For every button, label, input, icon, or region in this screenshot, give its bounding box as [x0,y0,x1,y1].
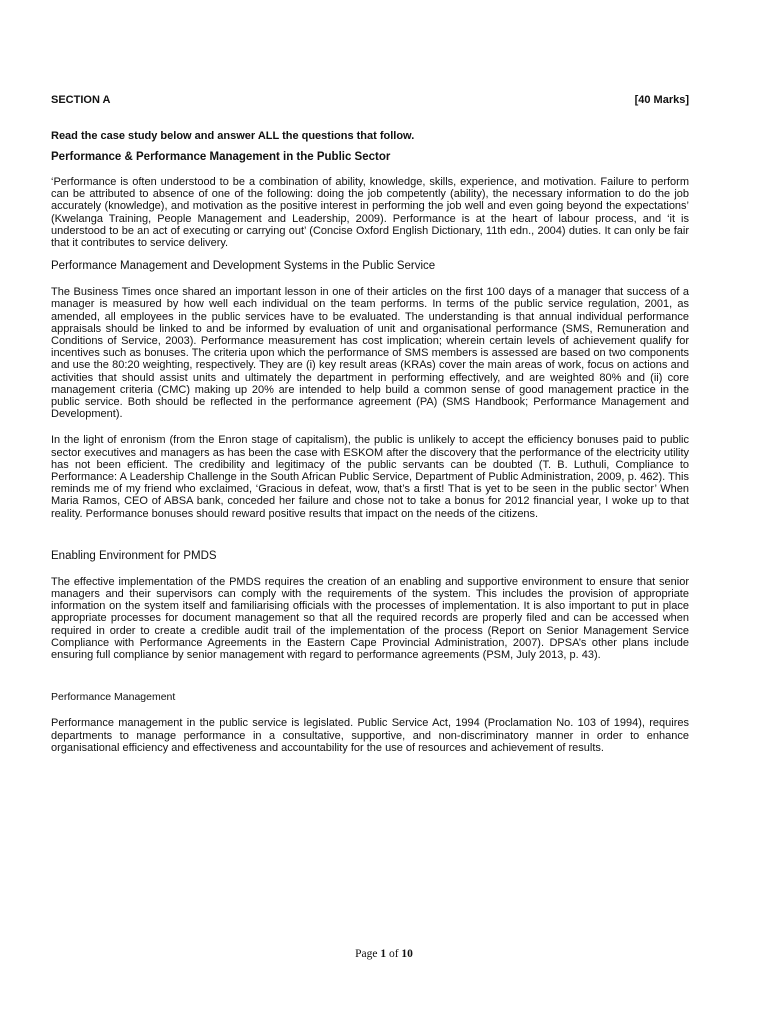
section-header [51,94,689,106]
intro-paragraph: ‘Performance is often understood to be a combination of ability, knowledge, skills, experience, and motivation. Failure to perform can be attributed to absence of one of the following: doing the job competently (ability), the necessary information to do the job accurately (knowledge), and motivation as the positive interest in performing the job well and even going beyond the expectations’ (Kwelanga Training, People Management and Leadership, 2009). Performance is at the heart of labour process, and ‘it is understood to be an act of executing or carrying out’ (Concise Oxford English Dictionary, 11th edn., 2004) duties. It can only be fair that it contributes to service delivery. [51,176,689,250]
section-title: SECTION A [51,94,111,106]
enabling-environment-paragraph: The effective implementation of the PMDS requires the creation of an enabling and supportive environment to ensure that senior managers and their supervisors can comply with the requirements of the system. This includes the provision of appropriate information on the system itself and familiarising officials with the processes of implementation. It is also important to put in place appropriate processes for document management so that all the required records are properly filed and can be accessed when required in order to create a credible audit trail of the implementation of the process (Report on Senior Management Service Compliance with Performance Agreements in the Eastern Cape Provincial Administration, 2007). DPSA’s other plans include ensuring full compliance by senior management with regard to performance agreements (PSM, July 2013, p. 43). [51,575,689,662]
enronism-paragraph: In the light of enronism (from the Enron stage of capitalism), the public is unlikely to accept the efficiency bonuses paid to public sector executives and managers as has been the case with ESKOM after the discovery that the performance of the electricity utility has not been efficient. The credibility and legitimacy of the public servants can be doubted (T. B. Luthuli, Compliance to Performance: A Leadership Challenge in the South African Public Service, Department of Public Administration, 2009, p. 462). This reminds me of my friend who exclaimed, ‘Gracious in defeat, wow, that’s a first! That is yet to be seen in the public sector’ When Maria Ramos, CEO of ABSA bank, conceded her failure and chose not to take a bonus for 2012 financial year, I woke up to that reality. Performance bonuses should reward positive results that impact on the needs of the citizens. [51,434,689,520]
case-study-title: Performance & Performance Management in the Public Sector [51,151,391,163]
enabling-environment-heading: Enabling Environment for PMDS [51,549,217,562]
footer-page-number: 1 [380,948,387,960]
instruction-text: Read the case study below and answer ALL the questions that follow. [51,130,415,142]
business-times-paragraph: The Business Times once shared an important lesson in one of their articles on the first 100 days of a manager that success of a manager is measured by how well each individual on the team performs. In terms of the public service regulation, 2001, as amended, all employees in the public services have to be evaluated. The understanding is that annual individual performance appraisals should be linked to and be informed by evaluation of unit and organisational performance (SMS, Remuneration and Conditions of Service, 2003). Performance measurement has cost implication; wherein certain levels of achievement qualify for incentives such as bonuses. The criteria upon which the performance of SMS members is assessed are based on two components and use the 80:20 weighting, respectively. They are (i) key result areas (KRAs) cover the main areas of work, focus on actions and activities that should assist units and ultimately the department in performing effectively, and are weighted 80% and (ii) core management criteria (CMC) making up 20% are intended to help build a common sense of good management practice in the public service. Both should be reflected in the performance agreement (PA) (SMS Handbook; Performance Management and Development). [51,286,689,421]
footer-page-word: Page [355,948,378,960]
footer-total-pages: 10 [401,948,413,960]
performance-management-heading: Performance Management [51,691,176,704]
footer-of-word: of [388,948,399,960]
document-page [51,88,689,754]
page-footer [0,948,768,960]
section-marks: [40 Marks] [634,94,689,106]
pmds-heading: Performance Management and Development Systems in the Public Service [51,260,436,273]
performance-management-paragraph: Performance management in the public service is legislated. Public Service Act, 1994 (Proclamation No. 103 of 1994), requires departments to manage performance in a consultative, supportive, and non-discriminatory manner in order to enhance organisational efficiency and effectiveness and accountability for the use of resources and achievement of results. [51,717,689,754]
